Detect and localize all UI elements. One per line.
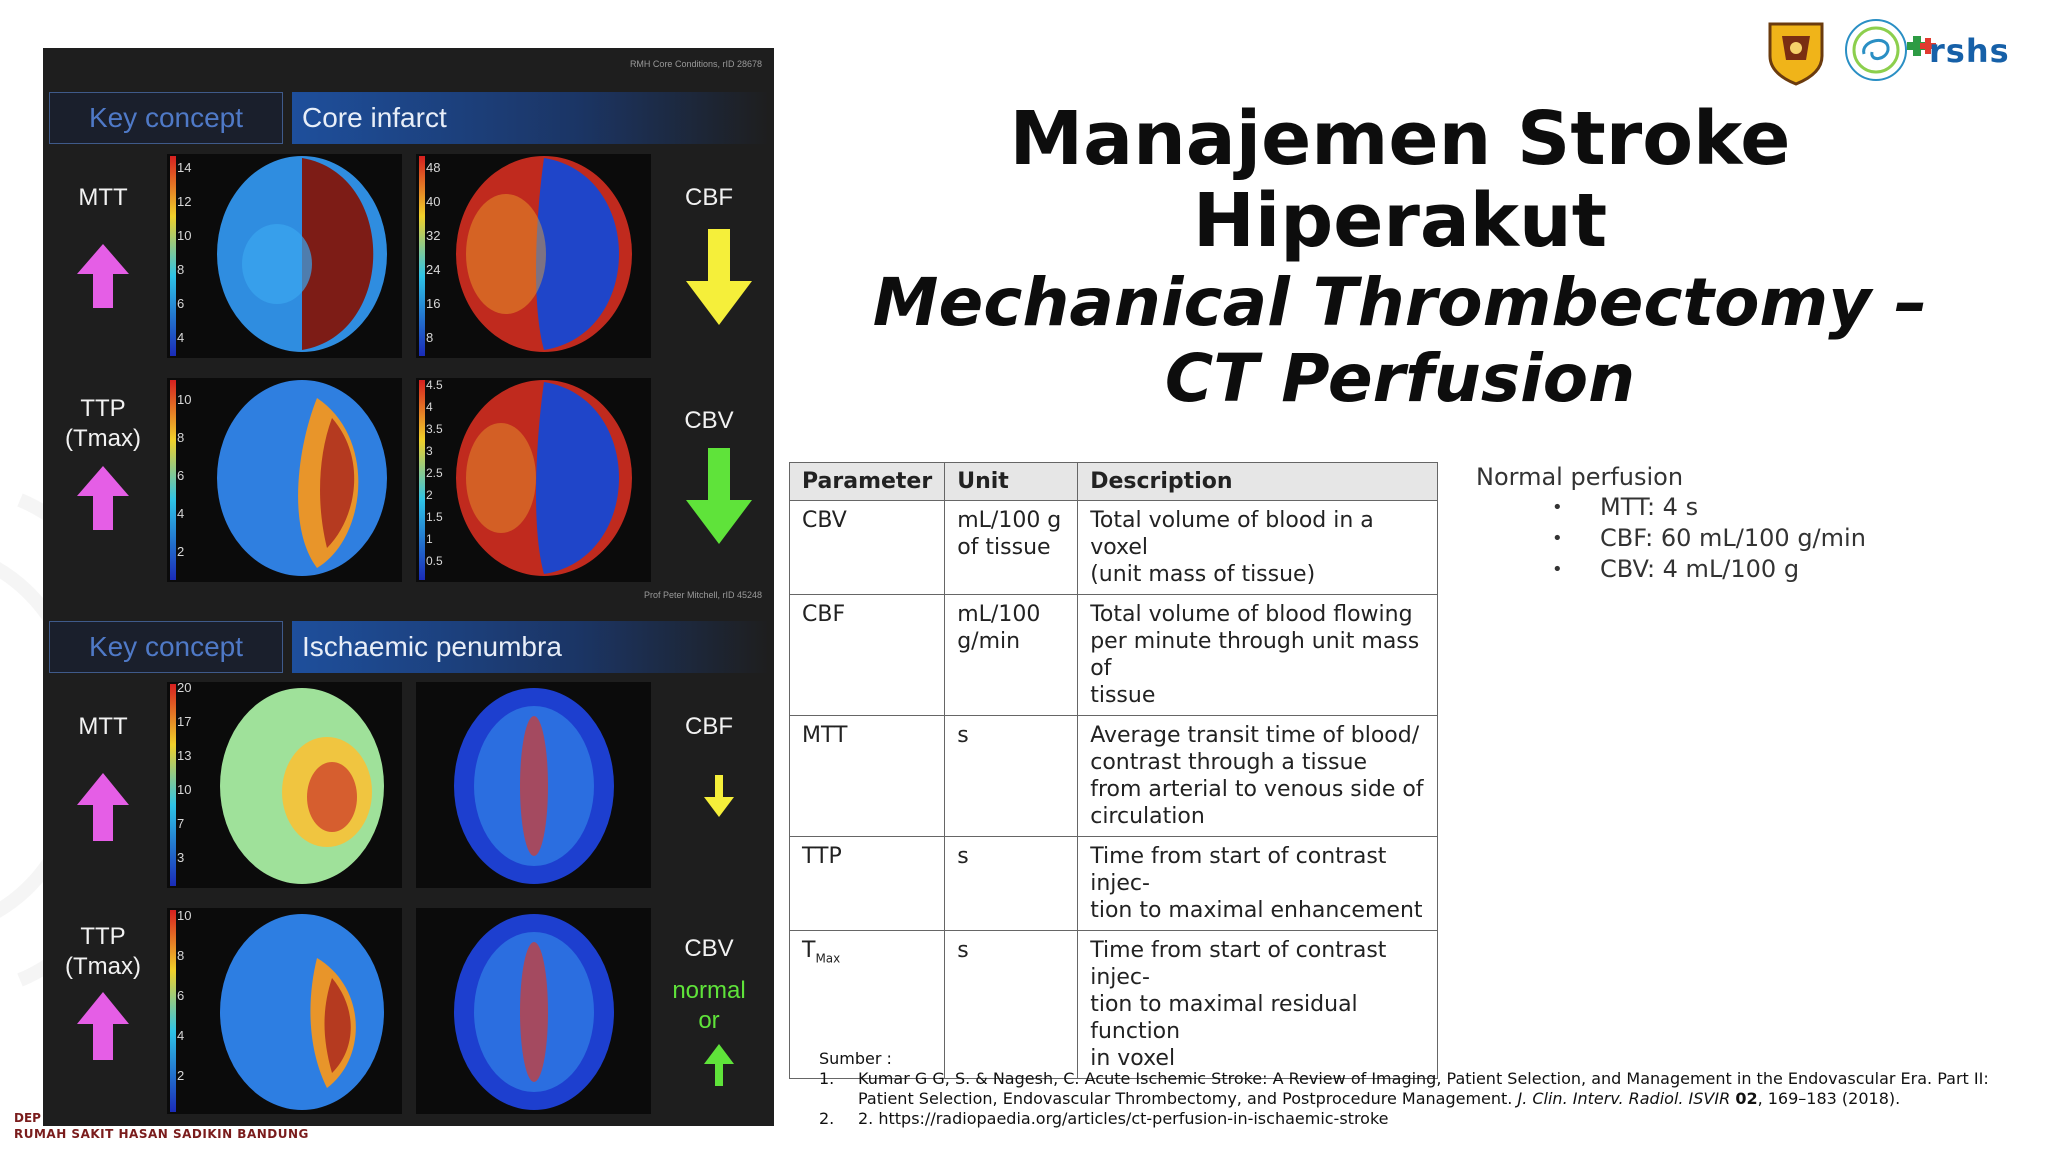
penumbra-mtt-map [167,682,402,888]
scale-tick: 2 [177,544,185,559]
scale-tick: 10 [177,228,192,243]
penumbra-cbf-map [416,682,651,888]
penumbra-title: Ischaemic penumbra [292,621,769,673]
penumbra-mtt-scale [177,680,191,884]
core-infarct-title: Core infarct [292,92,769,144]
param-cell: MTT [790,716,945,837]
page-title [840,98,1960,262]
scale-tick: 10 [177,392,192,407]
footer-hospital: RUMAH SAKIT HASAN SADIKIN BANDUNG [14,1127,309,1141]
penumbra-ttp-scale [177,908,191,1108]
normal-perfusion-heading: Normal perfusion [1476,463,1684,491]
description-cell: Total volume of blood flowing per minute through unit mass of tissue [1078,595,1438,716]
scale-tick: 48 [426,160,441,175]
scale-tick: 32 [426,228,441,243]
scale-tick: 14 [177,160,192,175]
core-mtt-scale [177,160,191,364]
figure-credit-top: RMH Core Conditions, rID 28678 [629,59,762,69]
page-subtitle [840,265,1960,417]
scale-tick: 1.5 [426,510,443,524]
unpad-logo [1770,24,1822,84]
core-cbf-scale [426,160,440,364]
subtitle-line-2: CT Perfusion [1164,340,1636,417]
penumbra-ttp-map [167,908,402,1114]
scale-tick: 3 [177,850,185,865]
title-line-1: Manajemen Stroke [1009,96,1791,182]
scale-tick: 8 [177,262,185,277]
penumbra-cbv-label: CBV [684,935,734,962]
core-cbv-label: CBV [684,407,734,434]
scale-tick: 24 [426,262,441,277]
core-cbf-label: CBF [685,184,733,211]
source-link[interactable]: 2. https://radiopaedia.org/articles/ct-perfusion-in-ischaemic-stroke [858,1109,1389,1128]
scale-tick: 16 [426,296,441,311]
unit-cell: s [945,716,1078,837]
core-mtt-map [167,154,402,358]
down-arrow-icon [686,229,752,325]
title-line-2: Hiperakut [1192,178,1608,264]
scale-tick: 0.5 [426,554,443,568]
core-cbf-map [416,154,651,358]
scale-tick: 17 [177,714,192,729]
description-cell: Time from start of contrast injec- tion to maximal enhancement [1078,837,1438,931]
subtitle-line-1: Mechanical Thrombectomy – [872,264,1928,341]
list-item: • MTT: 4 s [1476,492,1866,523]
param-cell: CBV [790,501,945,595]
sources-label: Sumber : [819,1049,892,1068]
param-cell: CBF [790,595,945,716]
penumbra-header [49,621,769,673]
key-concept-label: Key concept [49,621,283,673]
penumbra-cbv-map [416,908,651,1114]
scale-tick: 6 [177,988,185,1003]
scale-tick: 4 [177,1028,185,1043]
unit-cell: mL/100 g/min [945,595,1078,716]
penumbra-cbf-label: CBF [685,713,733,740]
table-header-row [790,463,1438,501]
perfusion-parameter-table [789,462,1438,1079]
scale-tick: 4 [177,330,185,345]
scale-tick: 4 [177,506,185,521]
scale-tick: 13 [177,748,192,763]
footer-department: DEP [14,1111,41,1125]
param-cell: $T_{Max}$ [790,931,945,1079]
rshs-logo-text: rshs [1929,32,2010,70]
up-arrow-icon [77,992,129,1060]
table-row [790,501,1438,595]
penumbra-mtt-label: MTT [78,713,128,740]
core-cbv-map [416,378,651,582]
up-arrow-icon [77,466,129,530]
scale-tick: 4 [426,400,433,414]
scale-tick: 2 [177,1068,185,1083]
scale-tick: 3 [426,444,433,458]
unit-cell: mL/100 g of tissue [945,501,1078,595]
normal-perfusion-list [1476,462,1866,585]
neurologi-logo [1846,20,1906,80]
column-header: Parameter [790,463,945,501]
scale-tick: 2.5 [426,466,443,480]
scale-tick: 3.5 [426,422,443,436]
penumbra-ttp-label-line2: (Tmax) [65,953,141,980]
scale-tick: 8 [426,330,434,345]
scale-tick: 8 [177,948,185,963]
scale-tick: 1 [426,532,433,546]
penumbra-ttp-label-line1: TTP [80,923,126,950]
scale-tick: 10 [177,782,192,797]
source-item: 2. 2. https://radiopaedia.org/articles/ct-perfusion-in-ischaemic-stroke [819,1109,1389,1128]
description-cell: Total volume of blood in a voxel (unit mass of tissue) [1078,501,1438,595]
scale-tick: 40 [426,194,441,209]
up-arrow-icon [77,244,129,308]
scale-tick: 7 [177,816,185,831]
logo-group [1760,14,2040,86]
scale-tick: 4.5 [426,378,443,392]
key-concept-label: Key concept [49,92,283,144]
core-cbv-scale [426,378,443,576]
param-cell: TTP [790,837,945,931]
core-mtt-label: MTT [78,184,128,211]
up-arrow-icon [77,773,129,841]
scale-tick: 6 [177,296,185,311]
list-item: • CBF: 60 mL/100 g/min [1476,523,1866,554]
source-item: 1. Kumar G G, S. & Nagesh, C. Acute Ischemic Stroke: A Review of Imaging, Patient Selection, and Management in the Endovascular Era. Part II: Patient Selection, Endovascular Thrombectomy, and Postprocedure Management. J. Clin. Interv. Radiol. ISVIR 02, 169–183 (2018). [819,1069,1989,1108]
scale-tick: 8 [177,430,185,445]
core-ttp-map [167,378,402,582]
scale-tick: 6 [177,468,185,483]
ct-perfusion-figure [43,48,774,1126]
down-arrow-icon [686,448,752,544]
up-arrow-icon [704,1044,734,1086]
column-header: Unit [945,463,1078,501]
table-row [790,716,1438,837]
core-ttp-scale [177,392,191,582]
penumbra-cbv-note-2: or [698,1007,720,1034]
figure-credit-mid: Prof Peter Mitchell, rID 45248 [643,590,762,600]
penumbra-ttp-label [43,922,163,982]
description-cell: Time from start of contrast injec- tion to maximal residual function in voxel [1078,931,1438,1079]
table-row [790,595,1438,716]
scale-tick: 20 [177,680,192,695]
list-item: • CBV: 4 mL/100 g [1476,554,1866,585]
core-ttp-label-line1: TTP [80,395,126,422]
unit-cell: s [945,931,1078,1079]
core-ttp-label [43,394,163,454]
scale-tick: 12 [177,194,192,209]
sources-section [819,1049,2019,1129]
description-cell: Average transit time of blood/ contrast through a tissue from arterial to venous side of circulation [1078,716,1438,837]
core-ttp-label-line2: (Tmax) [65,425,141,452]
unit-cell: s [945,837,1078,931]
column-header: Description [1078,463,1438,501]
down-arrow-icon [704,775,734,817]
core-infarct-header [49,92,769,144]
scale-tick: 2 [426,488,433,502]
scale-tick: 10 [177,908,192,923]
penumbra-cbv-note-1: normal [672,977,746,1004]
table-row [790,837,1438,931]
